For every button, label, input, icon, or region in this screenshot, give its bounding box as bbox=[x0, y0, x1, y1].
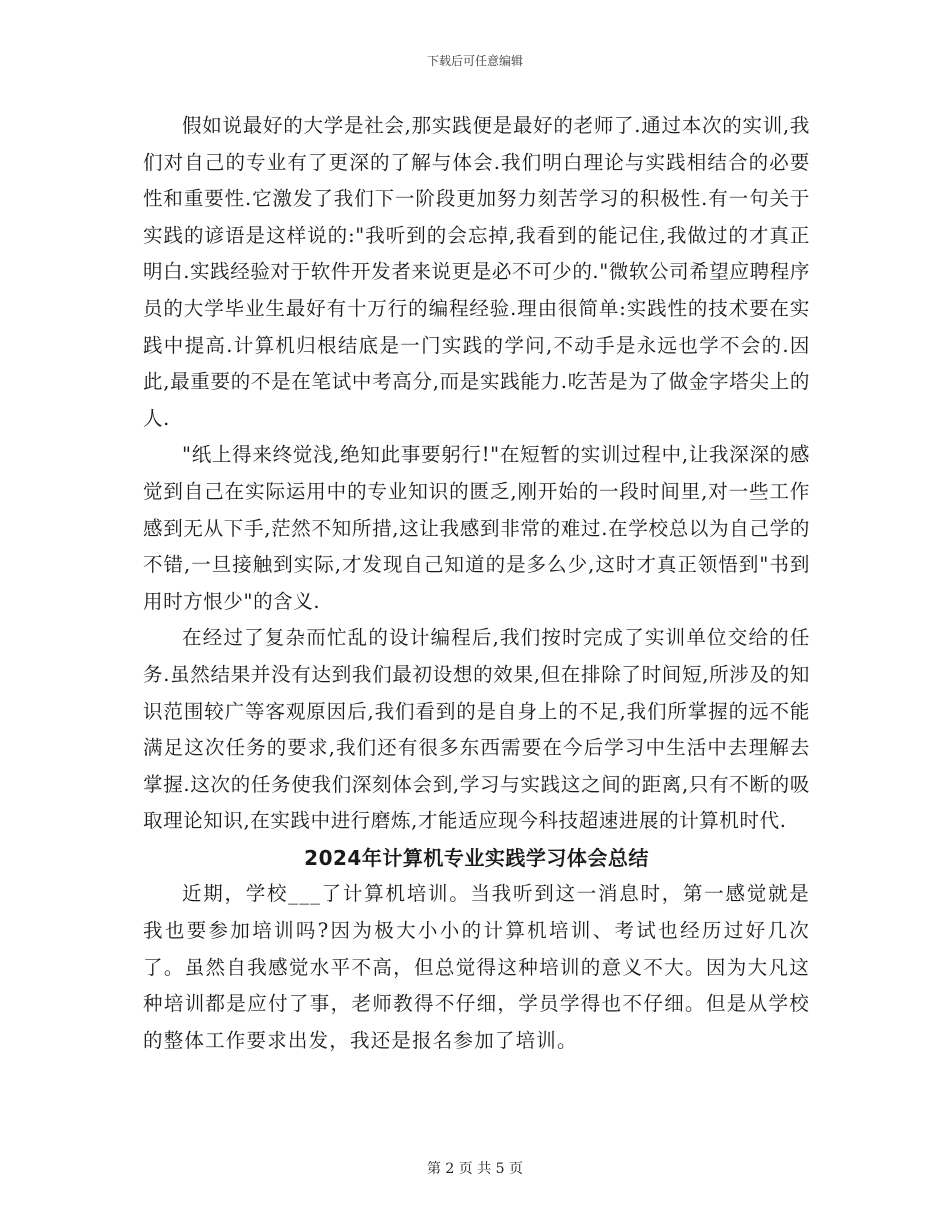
paragraph-training-intro: 近期，学校___了计算机培训。当我听到这一消息时，第一感觉就是我也要参加培训吗?因为极大小小的计算机培训、考试也经历过好几次了。虽然自我感觉水平不高，但总觉得这种培训的意义不大。因为大凡这种培训都是应付了事，老师教得不仔细，学员学得也不仔细。但是从学校的整体工作要求出发，我还是报名参加了培训。 bbox=[143, 882, 810, 1052]
paragraph-knowledge-gap: "纸上得来终觉浅,绝知此事要躬行!"在短暂的实训过程中,让我深深的感觉到自己在实际运用中的专业知识的匮乏,刚开始的一段时间里,对一些工作感到无从下手,茫然不知所措,这让我感到非常的难过.在学校总以为自己学的不错,一旦接触到实际,才发现自己知道的是多么少,这时才真正领悟到"书到用时方恨少"的含义. bbox=[143, 443, 810, 613]
section-title: 2024年计算机专业实践学习体会总结 bbox=[304, 845, 649, 870]
paragraph-task-completion: 在经过了复杂而忙乱的设计编程后,我们按时完成了实训单位交给的任务.虽然结果并没有达到我们最初设想的效果,但在排除了时间短,所涉及的知识范围较广等客观原因后,我们看到的是自身上的不足,我们所掌握的远不能满足这次任务的要求,我们还有很多东西需要在今后学习中生活中去理解去掌握.这次的任务使我们深刻体会到,学习与实践这之间的距离,只有不断的吸取理论知识,在实践中进行磨炼,才能适应现今科技超速进展的计算机时代. bbox=[143, 626, 810, 833]
page-number: 第 2 页 共 5 页 bbox=[426, 1161, 524, 1177]
paragraph-practice-value: 假如说最好的大学是社会,那实践便是最好的老师了.通过本次的实训,我们对自己的专业有了更深的了解与体会.我们明白理论与实践相结合的必要性和重要性.它激发了我们下一阶段更加努力刻苦学习的积极性.有一句关于实践的谚语是这样说的:"我听到的会忘掉,我看到的能记住,我做过的才真正明白.实践经验对于软件开发者来说更是必不可少的."微软公司希望应聘程序员的大学毕业生最好有十万行的编程经验.理由很简单:实践性的技术要在实践中提高.计算机归根结底是一门实践的学问,不动手是永远也学不会的.因此,最重要的不是在笔试中考高分,而是实践能力.吃苦是为了做金字塔尖上的人. bbox=[143, 114, 810, 430]
page-header: 下载后可任意编辑 bbox=[426, 54, 523, 68]
document-body bbox=[143, 108, 810, 1059]
